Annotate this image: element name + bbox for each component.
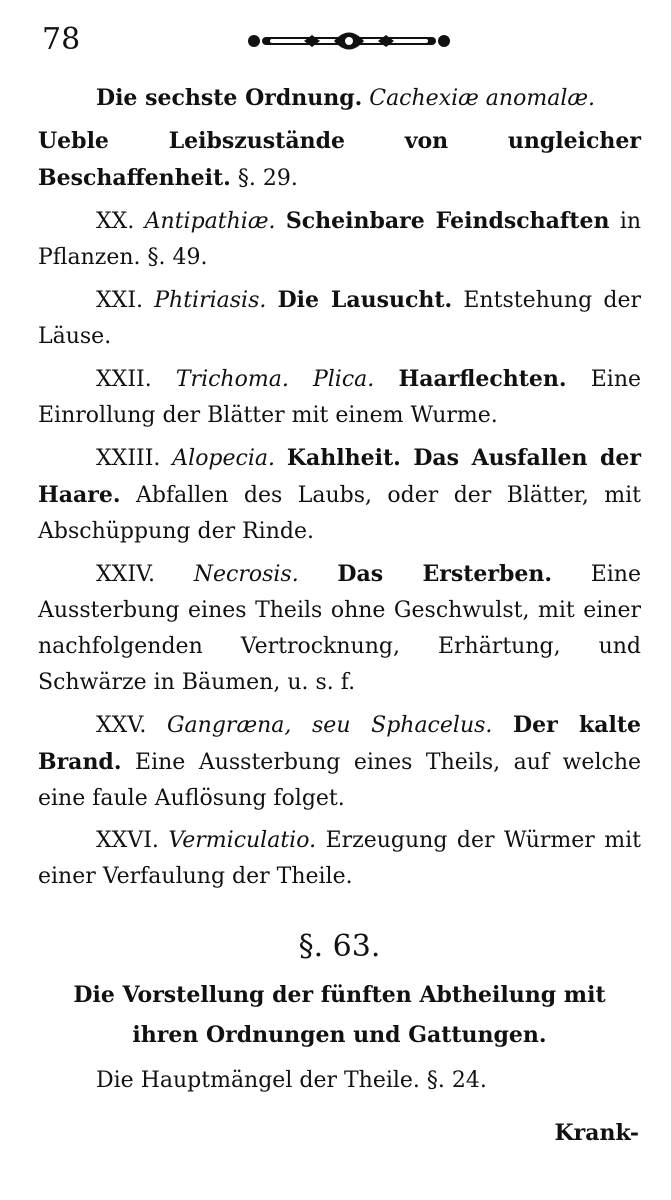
entry-item [38, 361, 641, 434]
entries-list [38, 203, 641, 895]
entry-german: Scheinbare Feindschaften [285, 208, 610, 234]
entry-rest: in Pflanzen. §. 49. [38, 209, 642, 270]
entry-rest: Eine Aussterbung eines Theils ohne Geschwulst, mit einer nachfolgenden Vertrocknung, Erhärtung, und Schwärze in Bäumen, u. s. f. [38, 562, 641, 695]
order-german: Die sechste Ordnung. [96, 85, 363, 111]
entry-rest: Eine Einrollung der Blätter mit einem Wurme. [38, 367, 642, 428]
entry-num: XX. [96, 209, 135, 234]
page-number: 78 [42, 22, 81, 57]
entry-latin: Phtiriasis. [154, 288, 267, 313]
entry-num: XXII. [96, 367, 152, 392]
entry-num: XXVI. [96, 828, 159, 853]
entry-latin: Gangræna, seu Sphacelus. [166, 713, 493, 738]
entry-num: XXIV. [96, 562, 156, 587]
section-mark: §. 63. [298, 929, 381, 964]
entry-rest: Eine Aussterbung eines Theils, auf welche eine faule Auflösung folget. [38, 750, 642, 811]
entry-num: XXIII. [96, 446, 161, 471]
entry-german: Kahlheit. Das Ausfallen der Haare. [38, 445, 641, 508]
entry-rest: Erzeugung der Würmer mit einer Verfaulung der Theile. [38, 828, 642, 889]
entry-num: XXV. [96, 713, 147, 738]
order-latin: Cachexiæ anomalæ. [369, 86, 596, 111]
entry-german: Die Lausucht. [277, 287, 453, 313]
subsection: Die Hauptmängel der Theile. §. 24. [96, 1068, 487, 1093]
decorative-rule-ornament-icon [244, 24, 454, 58]
order-heading [38, 80, 641, 117]
entry-item [38, 440, 641, 550]
page-text [38, 80, 641, 1105]
order-description-line [38, 123, 641, 197]
entry-rest: Entstehung der Läuse. [38, 288, 641, 349]
entry-german: Der kalte Brand. [38, 712, 641, 775]
entry-german: Haarflechten. [398, 366, 567, 392]
order-description: Ueble Leibszustände von ungleicher Beschaffenheit. [38, 128, 641, 191]
entry-rest: Abfallen des Laubs, oder der Blätter, mit Abschüppung der Rinde. [38, 483, 642, 544]
entry-latin: Alopecia. [172, 446, 276, 471]
entry-latin: Antipathiæ. [144, 209, 276, 234]
entry-german: Das Ersterben. [337, 561, 553, 587]
entry-item [38, 707, 641, 817]
entry-latin: Trichoma. Plica. [175, 367, 375, 392]
entry-num: XXI. [96, 288, 144, 313]
section-heading: Die Vorstellung der fünften Abtheilung mit ihren Ordnungen und Gattungen. [73, 982, 606, 1048]
entry-item [38, 823, 641, 895]
entry-item [38, 282, 641, 355]
entry-item [38, 203, 641, 276]
entry-latin: Vermiculatio. [168, 828, 317, 853]
entry-latin: Necrosis. [193, 562, 299, 587]
order-ref: §. 29. [237, 166, 298, 191]
entry-item [38, 556, 641, 701]
catchword: Krank- [554, 1120, 639, 1146]
